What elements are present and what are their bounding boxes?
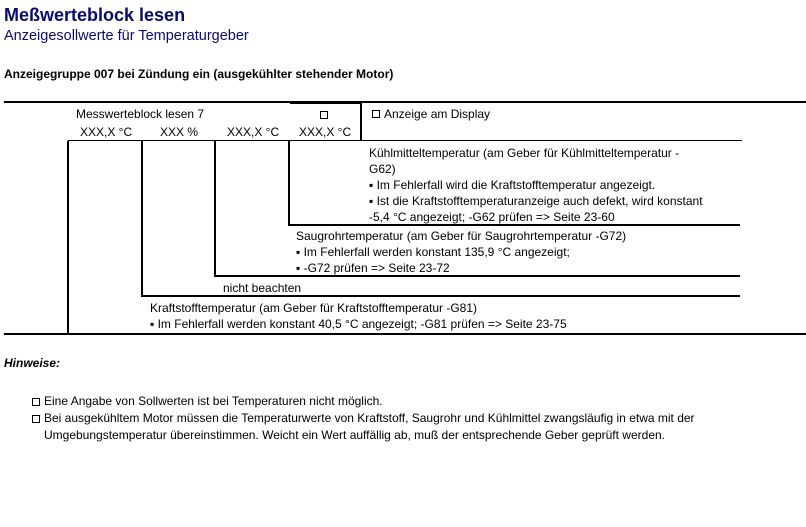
fields-underline — [68, 140, 742, 141]
callout-field1-heading: Kraftstofftemperatur (am Geber für Kraftstofftemperatur -G81) — [150, 301, 478, 315]
callout-field3-bullet1: ▪ Im Fehlerfall werden konstant 135,9 °C angezeigt; — [296, 245, 570, 259]
connector-field3 — [214, 141, 216, 277]
callout-field3-bullet2: ▪ -G72 prüfen => Seite 23-72 — [296, 261, 450, 275]
field-3-value: XXX,X °C — [227, 125, 280, 139]
callout-field4-heading-2: G62) — [369, 162, 396, 176]
display-label-row — [372, 106, 490, 122]
checkbox-icon — [32, 415, 40, 423]
callout-field4 — [369, 145, 703, 225]
callout-field3 — [296, 228, 626, 276]
display-label: Anzeige am Display — [384, 107, 491, 121]
callout-field4-bullet2-2: -5,4 °C angezeigt; -G62 prüfen => Seite 23-60 — [369, 210, 615, 224]
block-label: Messwerteblock lesen 7 — [76, 107, 205, 121]
callout-field4-bullet2-1: ▪ Ist die Kraftstofftemperaturanzeige auch defekt, wird konstant — [369, 194, 703, 208]
callout-field4-heading-1: Kühlmitteltemperatur (am Geber für Kühlmitteltemperatur - — [369, 146, 680, 160]
checkbox-icon — [32, 398, 40, 406]
callout-field2: nicht beachten — [223, 281, 302, 295]
note-item — [32, 393, 772, 410]
diagram-top-rule — [4, 101, 806, 103]
checkbox-icon — [320, 111, 328, 119]
connector-field2 — [141, 141, 143, 297]
callout-field1 — [150, 300, 567, 332]
page-subtitle: Anzeigesollwerte für Temperaturgeber — [4, 28, 249, 44]
note-text: Eine Angabe von Sollwerten ist bei Temperaturen nicht möglich. — [44, 394, 383, 408]
display-header-center — [320, 107, 332, 123]
note-item — [32, 410, 772, 444]
display-group-heading: Anzeigegruppe 007 bei Zündung ein (ausgekühlter stehender Motor) — [4, 67, 394, 81]
page-title: Meßwerteblock lesen — [4, 5, 186, 25]
connector-field4 — [288, 141, 290, 226]
field-1-value: XXX,X °C — [80, 125, 133, 139]
checkbox-icon — [372, 110, 380, 118]
notes-heading: Hinweise: — [4, 356, 61, 370]
callout-field3-heading: Saugrohrtemperatur (am Geber für Saugrohrtemperatur -G72) — [296, 229, 627, 243]
display-box-right-edge — [360, 101, 362, 141]
field-2-value: XXX % — [160, 125, 199, 139]
box-top-segment — [290, 103, 360, 104]
callout-field4-bullet1: ▪ Im Fehlerfall wird die Kraftstofftemperatur angezeigt. — [369, 178, 656, 192]
callout-field1-bullet1: ▪ Im Fehlerfall werden konstant 40,5 °C angezeigt; -G81 prüfen => Seite 23-75 — [150, 317, 567, 331]
field-4-value: XXX,X °C — [299, 125, 352, 139]
diagram-bottom-rule — [4, 333, 806, 335]
connector-field1 — [67, 141, 69, 334]
note-text: Bei ausgekühltem Motor müssen die Temperaturwerte von Kraftstoff, Saugrohr und Kühlmittel zwangsläufig in etwa mit der Umgebungstemperatur übereinstimmen. Weicht ein Wert auffällig ab, muß der entsprechende Geber geprüft werden. — [44, 411, 695, 442]
